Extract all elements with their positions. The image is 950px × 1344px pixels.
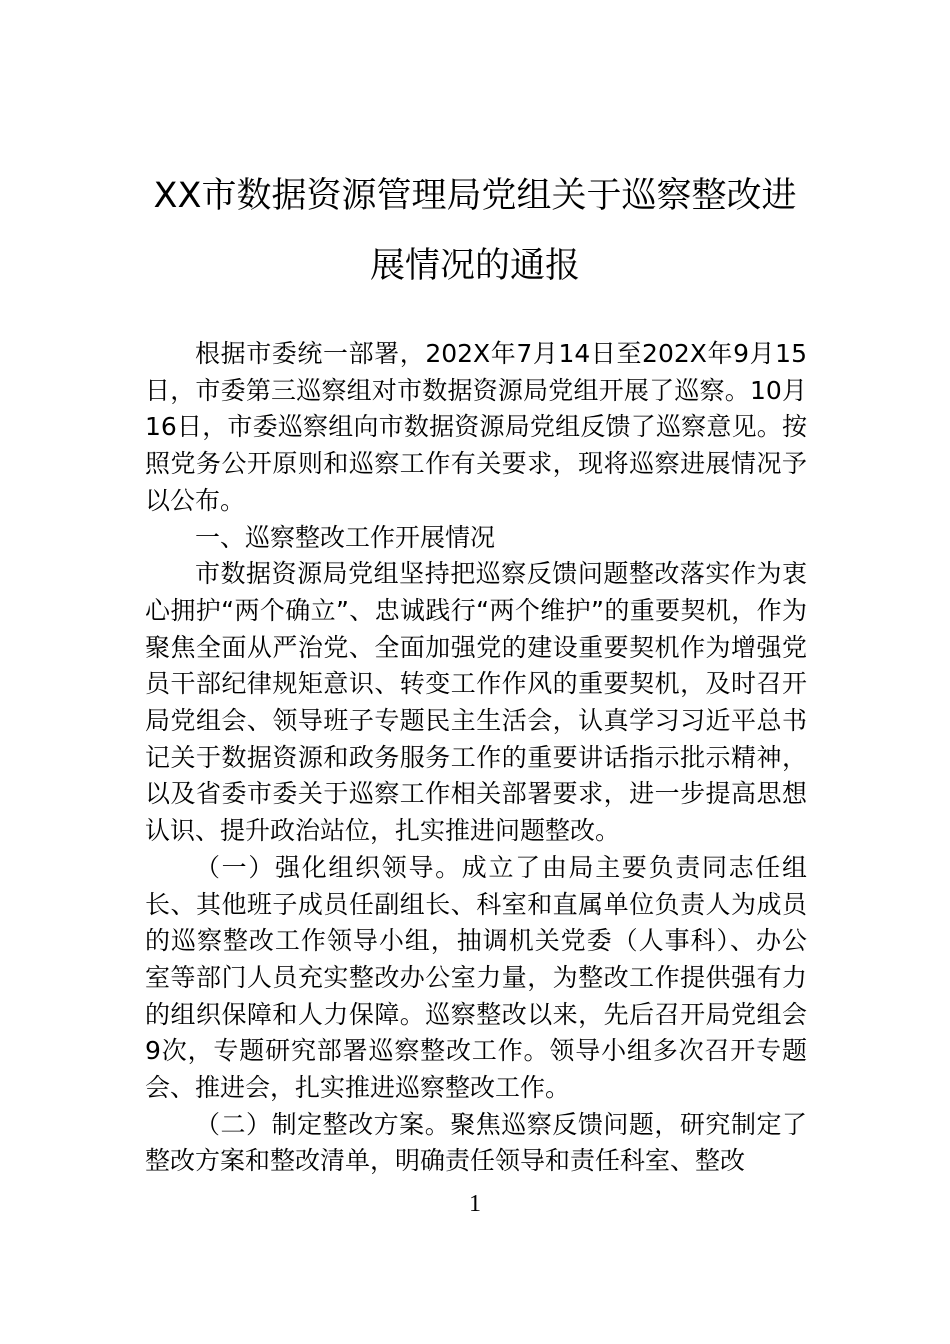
section-heading-1: 一、巡察整改工作开展情况 <box>195 522 496 552</box>
paragraph-section-1: 市数据资源局党组坚持把巡察反馈问题整改落实作为衷心拥护“两个确立”、忠诚践行“两个维护”的重要契机，作为聚焦全面从严治党、全面加强党的建设重要契机作为增强党员干部纪律规矩意识、转变工作作风的重要契机，及时召开局党组会、领导班子专题民主生活会，认真学习习近平总书记关于数据资源和政务服务工作的重要讲话指示批示精神，以及省委市委关于巡察工作相关部署要求，进一步提高思想认识、提升政治站位，扎实推进问题整改。 <box>145 559 807 846</box>
paragraph-rectification-plan: （二）制定整改方案。聚焦巡察反馈问题，研究制定了整改方案和整改清单，明确责任领导和责任科室、整改 <box>145 1109 807 1176</box>
page-number: 1 <box>469 1191 481 1217</box>
document-title-line-1: XX市数据资源管理局党组关于巡察整改进 <box>153 176 797 216</box>
document-body <box>145 336 807 1180</box>
paragraph-intro: 根据市委统一部署，202X年7月14日至202X年9月15日，市委第三巡察组对市数据资源局党组开展了巡察。10月16日，市委巡察组向市数据资源局党组反馈了巡察意见。按照党务公开原则和巡察工作有关要求，现将巡察进展情况予以公布。 <box>145 339 807 515</box>
document-title-line-2: 展情况的通报 <box>369 246 580 286</box>
paragraph-organization-leadership: （一）强化组织领导。成立了由局主要负责同志任组长、其他班子成员任副组长、科室和直属单位负责人为成员的巡察整改工作领导小组，抽调机关党委（人事科）、办公室等部门人员充实整改办公室力量，为整改工作提供强有力的组织保障和人力保障。巡察整改以来，先后召开局党组会9次，专题研究部署巡察整改工作。领导小组多次召开专题会、推进会，扎实推进巡察整改工作。 <box>145 852 807 1103</box>
